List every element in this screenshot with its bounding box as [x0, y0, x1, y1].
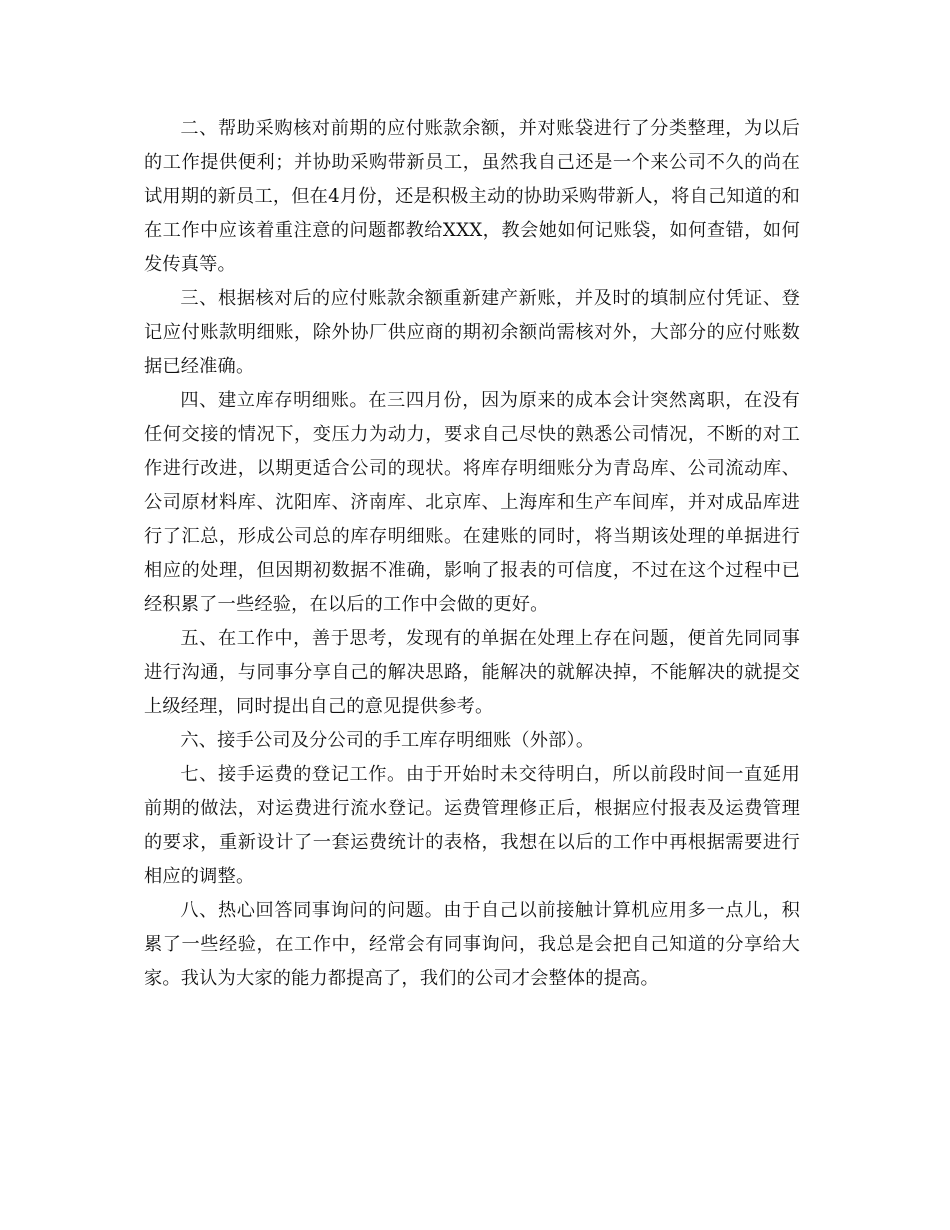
paragraph-8: 八、热心回答同事询问的问题。由于自己以前接触计算机应用多一点儿，积累了一些经验，在工作中，经常会有同事询问，我总是会把自己知道的分享给大家。我认为大家的能力都提高了，我们的公司才会整体的提高。 — [144, 900, 800, 989]
paragraph-4: 四、建立库存明细账。在三四月份，因为原来的成本会计突然离职，在没有任何交接的情况下，变压力为动力，要求自己尽快的熟悉公司情况，不断的对工作进行改进，以期更适合公司的现状。将库存明细账分为青岛库、公司流动库、公司原材料库、沈阳库、济南库、北京库、上海库和生产车间库，并对成品库进行了汇总，形成公司总的库存明细账。在建账的同时，将当期该处理的单据进行相应的处理，但因期初数据不准确，影响了报表的可信度，不过在这个过程中已经积累了一些经验，在以后的工作中会做的更好。 — [144, 390, 800, 615]
paragraph-2: 二、帮助采购核对前期的应付账款余额，并对账袋进行了分类整理，为以后的工作提供便利；并协助采购带新员工，虽然我自己还是一个来公司不久的尚在试用期的新员工，但在4月份，还是积极主动的协助采购带新人，将自己知道的和在工作中应该着重注意的问题都教给XXX，教会她如何记账袋，如何查错，如何发传真等。 — [144, 118, 800, 275]
paragraph-5: 五、在工作中，善于思考，发现有的单据在处理上存在问题，便首先同同事进行沟通，与同事分享自己的解决思路，能解决的就解决掉，不能解决的就提交上级经理，同时提出自己的意见提供参考。 — [144, 628, 800, 717]
paragraph-3: 三、根据核对后的应付账款余额重新建产新账，并及时的填制应付凭证、登记应付账款明细账，除外协厂供应商的期初余额尚需核对外，大部分的应付账数据已经准确。 — [144, 288, 800, 377]
document-body — [144, 112, 800, 996]
paragraph-6: 六、接手公司及分公司的手工库存明细账（外部）。 — [180, 730, 595, 751]
paragraph-7: 七、接手运费的登记工作。由于开始时未交待明白，所以前段时间一直延用前期的做法，对运费进行流水登记。运费管理修正后，根据应付报表及运费管理的要求，重新设计了一套运费统计的表格，我想在以后的工作中再根据需要进行相应的调整。 — [144, 764, 800, 887]
